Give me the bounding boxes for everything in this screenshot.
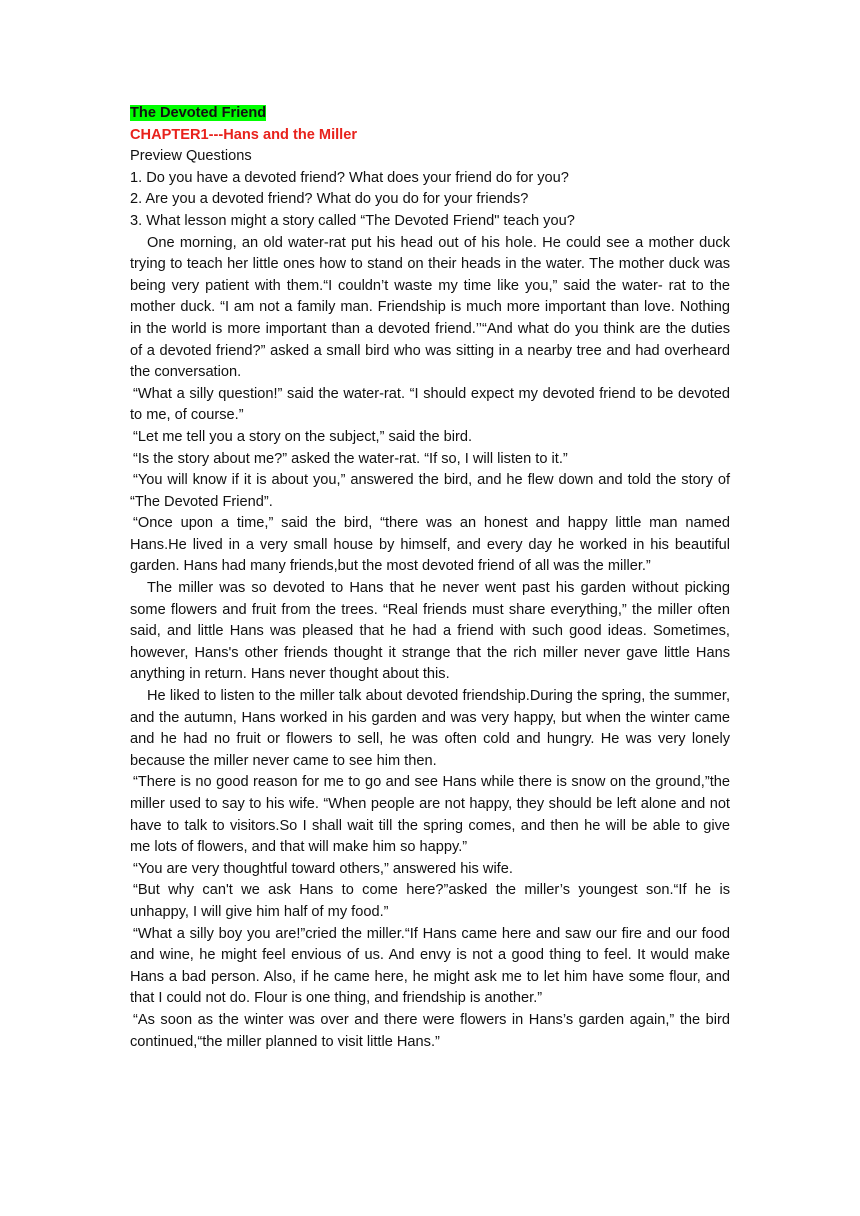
title-line	[130, 103, 730, 125]
paragraph-11: “But why can't we ask Hans to come here?”asked the miller’s youngest son.“If he is unhappy, I will give him half of my food.”	[130, 882, 730, 920]
paragraph-7: The miller was so devoted to Hans that he never went past his garden without picking some flowers and fruit from the trees. “Real friends must share everything,” the miller often said, and little Hans was pleased that he had a friend with such good ideas. Sometimes, however, Hans's other friends thought it strange that the rich miller never gave little Hans anything in return. Hans never thought about this.	[130, 580, 730, 683]
paragraph-4: “Is the story about me?” asked the water-rat. “If so, I will listen to it.”	[133, 450, 568, 467]
paragraph-3: “Let me tell you a story on the subject,” said the bird.	[133, 428, 473, 445]
chapter-heading: CHAPTER1---Hans and the Miller	[130, 126, 358, 143]
paragraph-12: “What a silly boy you are!”cried the miller.“If Hans came here and saw our fire and our food and wine, he might feel envious of us. And envy is not a good thing to feel. It would make Hans a bad person. Also, if he came here, he might ask me to let him have some flour, and that I could not do. Flour is one thing, and friendship is another.”	[130, 925, 730, 1007]
paragraph-1: One morning, an old water-rat put his head out of his hole. He could see a mother duck trying to teach her little ones how to stand on their heads in the water. The mother duck was being very patient with them.“I couldn’t waste my time like you,” said the water- rat to the mother duck. “I am not a family man. Friendship is much more important than love. Nothing in the world is more important than a devoted friend.’’“And what do you think are the duties of a devoted friend?” asked a small bird who was sitting in a nearby tree and had overheard the conversation.	[130, 234, 730, 381]
paragraph-2: “What a silly question!” said the water-rat. “I should expect my devoted friend to be devoted to me, of course.”	[130, 385, 730, 424]
paragraph-8: He liked to listen to the miller talk about devoted friendship.During the spring, the summer, and the autumn, Hans worked in his garden and was very happy, but when the winter came and he had no fruit or flowers to sell, he was often cold and hungry. He was very lonely because the miller never came to see him then.	[130, 688, 730, 769]
paragraph-13: “As soon as the winter was over and there were flowers in Hans’s garden again,” the bird continued,“the miller planned to visit little Hans.”	[130, 1011, 730, 1050]
paragraph-9: “There is no good reason for me to go and see Hans while there is snow on the ground,”the miller used to say to his wife. “When people are not happy, they should be left alone and not have to talk to visitors.So I shall wait till the spring comes, and then he will be able to give me lots of flowers, and that will make him so happy.”	[130, 774, 730, 856]
question-2: 2. Are you a devoted friend? What do you do for your friends?	[130, 191, 529, 208]
document-title: The Devoted Friend	[130, 105, 267, 121]
question-1: 1. Do you have a devoted friend? What does your friend do for you?	[130, 169, 569, 186]
paragraph-6: “Once upon a time,” said the bird, “there was an honest and happy little man named Hans.He lived in a very small house by himself, and every day he worked in his beautiful garden. Hans had many friends,but the most devoted friend of all was the miller.”	[130, 515, 730, 575]
preview-heading: Preview Questions	[130, 148, 252, 165]
document-page	[130, 103, 730, 1053]
paragraph-10: “You are very thoughtful toward others,” answered his wife.	[133, 860, 513, 877]
paragraph-5: “You will know if it is about you,” answered the bird, and he flew down and told the story of “The Devoted Friend”.	[130, 472, 730, 510]
question-3: 3. What lesson might a story called “The Devoted Friend" teach you?	[130, 212, 575, 229]
